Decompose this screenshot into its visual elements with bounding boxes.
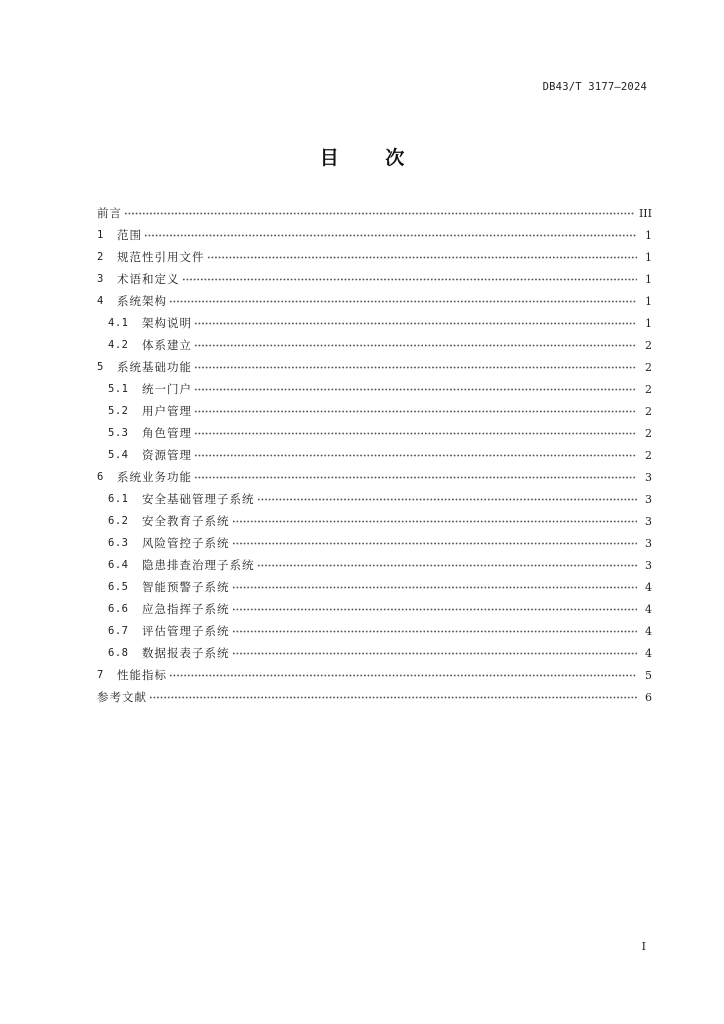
toc-entry: [97, 356, 652, 378]
toc-entry-title: 数据报表子系统: [142, 646, 230, 660]
dot-leader: [194, 322, 637, 325]
toc-entry: [97, 576, 652, 598]
dot-leader: [232, 586, 638, 589]
toc-entry-page: 4: [645, 602, 652, 616]
toc-entry-number: 4: [97, 295, 104, 307]
dot-leader: [149, 696, 637, 699]
dot-leader: [232, 542, 638, 545]
toc-entry-number: 5.2: [108, 405, 129, 417]
toc-entry-number: 6.2: [108, 515, 129, 527]
toc-entry-page: 2: [645, 404, 652, 418]
toc-entry: [97, 444, 652, 466]
page-number: I: [641, 940, 646, 953]
toc-entry-number: 6.7: [108, 625, 129, 637]
toc-entry: [97, 642, 652, 664]
dot-leader: [144, 234, 637, 237]
toc-entry-title: 范围: [117, 228, 142, 242]
toc-entry-page: 3: [645, 558, 652, 572]
toc-entry: [97, 510, 652, 532]
toc-list: [97, 202, 652, 708]
dot-leader: [194, 476, 637, 479]
toc-entry-page: 2: [645, 382, 652, 396]
dot-leader: [194, 410, 637, 413]
dot-leader: [232, 520, 638, 523]
toc-entry-title: 体系建立: [142, 338, 192, 352]
toc-entry: [97, 334, 652, 356]
toc-entry-title: 风险管控子系统: [142, 536, 230, 550]
toc-entry-number: 5.1: [108, 383, 129, 395]
toc-entry-page: 2: [645, 448, 652, 462]
toc-entry-page: 1: [645, 250, 652, 264]
dot-leader: [169, 674, 637, 677]
toc-entry-number: 3: [97, 273, 104, 285]
toc-entry-title: 系统架构: [117, 294, 167, 308]
toc-entry: [97, 466, 652, 488]
toc-entry-page: 4: [645, 646, 652, 660]
toc-entry: [97, 224, 652, 246]
dot-leader: [194, 432, 637, 435]
toc-entry-page: 5: [645, 668, 652, 682]
toc-entry-page: 1: [645, 316, 652, 330]
dot-leader: [232, 630, 638, 633]
toc-entry-page: 2: [645, 360, 652, 374]
dot-leader: [194, 344, 637, 347]
toc-entry: [97, 620, 652, 642]
dot-leader: [182, 278, 638, 281]
toc-entry-page: 3: [645, 514, 652, 528]
toc-entry-title: 安全基础管理子系统: [142, 492, 255, 506]
toc-entry-number: 6.8: [108, 647, 129, 659]
toc-entry-title: 用户管理: [142, 404, 192, 418]
toc-entry: [97, 268, 652, 290]
toc-entry: [97, 598, 652, 620]
dot-leader: [194, 366, 637, 369]
toc-entry-page: 1: [645, 294, 652, 308]
toc-entry: [97, 312, 652, 334]
toc-entry-number: 4.1: [108, 317, 129, 329]
dot-leader: [257, 564, 638, 567]
toc-entry-title: 角色管理: [142, 426, 192, 440]
toc-entry-title: 评估管理子系统: [142, 624, 230, 638]
toc-entry-page: 2: [645, 338, 652, 352]
toc-entry: [97, 202, 652, 224]
toc-entry-page: 4: [645, 580, 652, 594]
toc-entry-title: 前言: [97, 206, 122, 220]
toc-entry-page: 2: [645, 426, 652, 440]
dot-leader: [207, 256, 638, 259]
toc-entry-title: 安全教育子系统: [142, 514, 230, 528]
toc-entry-number: 7: [97, 669, 104, 681]
toc-entry-number: 6.1: [108, 493, 129, 505]
toc-entry-title: 系统基础功能: [117, 360, 192, 374]
toc-entry-number: 1: [97, 229, 104, 241]
toc-entry-number: 4.2: [108, 339, 129, 351]
toc-entry: [97, 532, 652, 554]
toc-entry: [97, 246, 652, 268]
toc-entry-number: 5: [97, 361, 104, 373]
page-title: 目 次: [319, 147, 405, 169]
toc-entry: [97, 664, 652, 686]
toc-entry-title: 应急指挥子系统: [142, 602, 230, 616]
toc-entry-number: 2: [97, 251, 104, 263]
standard-code: DB43/T 3177—2024: [542, 81, 647, 93]
toc-entry-number: 6.5: [108, 581, 129, 593]
toc-entry-page: 6: [645, 690, 652, 704]
toc-entry-page: 3: [645, 536, 652, 550]
toc-entry-number: 6: [97, 471, 104, 483]
toc-entry: [97, 488, 652, 510]
dot-leader: [169, 300, 637, 303]
dot-leader: [194, 454, 637, 457]
toc-entry-page: 4: [645, 624, 652, 638]
toc-entry: [97, 400, 652, 422]
toc-entry-title: 系统业务功能: [117, 470, 192, 484]
toc-entry-title: 参考文献: [97, 690, 147, 704]
toc-entry: [97, 378, 652, 400]
dot-leader: [124, 212, 635, 215]
toc-entry-number: 6.4: [108, 559, 129, 571]
toc-entry: [97, 290, 652, 312]
toc-entry-title: 隐患排查治理子系统: [142, 558, 255, 572]
toc-entry-title: 术语和定义: [117, 272, 180, 286]
toc-entry-number: 6.6: [108, 603, 129, 615]
toc-entry-title: 性能指标: [117, 668, 167, 682]
toc-entry-title: 智能预警子系统: [142, 580, 230, 594]
dot-leader: [257, 498, 638, 501]
toc-entry-number: 5.4: [108, 449, 129, 461]
toc-entry-page: 1: [645, 272, 652, 286]
toc-entry-title: 资源管理: [142, 448, 192, 462]
toc-entry-page: 1: [645, 228, 652, 242]
toc-entry-page: 3: [645, 492, 652, 506]
toc-entry: [97, 686, 652, 708]
toc-entry: [97, 554, 652, 576]
dot-leader: [232, 608, 638, 611]
toc-entry-title: 规范性引用文件: [117, 250, 205, 264]
toc-entry-title: 架构说明: [142, 316, 192, 330]
toc-entry-number: 5.3: [108, 427, 129, 439]
toc-entry: [97, 422, 652, 444]
dot-leader: [194, 388, 637, 391]
toc-entry-number: 6.3: [108, 537, 129, 549]
toc-entry-title: 统一门户: [142, 382, 192, 396]
toc-entry-page: III: [638, 206, 652, 220]
dot-leader: [232, 652, 638, 655]
toc-entry-page: 3: [645, 470, 652, 484]
